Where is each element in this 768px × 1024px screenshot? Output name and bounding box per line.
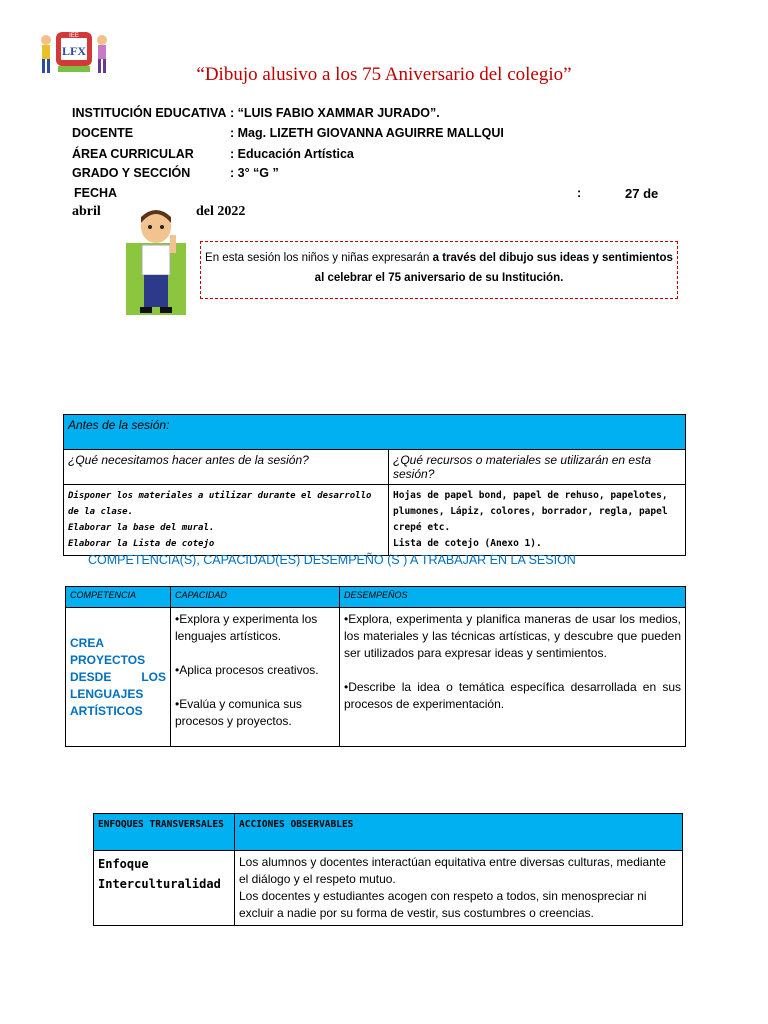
docente-value: : Mag. LIZETH GIOVANNA AGUIRRE MALLQUI [230,126,504,140]
session-note [200,241,678,299]
competencias-heading: COMPETENCIA(S), CAPACIDAD(ES) DESEMPEÑO (S ) A TRABAJAR EN LA SESION [88,553,576,567]
antes-a1-line3: Elaborar la Lista de cotejo [68,539,215,549]
antes-a2-line1: Hojas de papel bond, papel de rehuso, papelotes, plumones, Lápiz, colores, borrador, regla, papel crepé etc. [393,490,668,533]
institucion-label: INSTITUCIÓN EDUCATIVA [72,106,227,120]
fecha-year: del 2022 [196,204,246,219]
antes-a2 [389,485,686,556]
enfoque-name: Enfoque Interculturalidad [94,851,235,926]
grado-value: : 3° “G ” [230,166,279,180]
note-emphasis: a través del dibujo sus ideas y sentimientos al celebrar el 75 aniversario de su Institución. [314,252,673,284]
comp-header-desempenos: DESEMPEÑOS [340,587,686,608]
docente-label: DOCENTE [72,126,134,140]
area-label: ÁREA CURRICULAR [72,147,194,161]
logo-letters: LFX [62,44,86,58]
area-value: : Educación Artística [230,147,354,161]
antes-a1-line2: Elaborar la base del mural. [68,523,215,533]
accion-1: Los alumnos y docentes interactúan equitativa entre diversas culturas, mediante el diálogo y el respeto mutuo. [239,855,666,886]
antes-q2: ¿Qué recursos o materiales se utilizarán en esta sesión? [389,450,686,485]
capacidad-3: •Evalúa y comunica sus procesos y proyectos. [175,697,302,728]
antes-a1 [64,485,389,556]
grado-label: GRADO Y SECCIÓN [72,166,191,180]
fecha-day: 27 de [625,186,659,201]
institucion-value: : “LUIS FABIO XAMMAR JURADO”. [230,106,440,120]
antes-a2-line2: Lista de cotejo (Anexo 1). [393,538,542,549]
comp-header-capacidad: CAPACIDAD [171,587,340,608]
info-grado [72,166,279,180]
desempeno-2: •Describe la idea o temática específica desarrollada en sus procesos de experimentación. [344,680,681,711]
acciones-header: ACCIONES OBSERVABLES [235,814,683,851]
info-docente [72,126,504,140]
info-institucion [72,106,440,120]
capacidad-2: •Aplica procesos creativos. [175,663,319,677]
antes-a1-line1: Disponer los materiales a utilizar durante el desarrollo de la clase. [68,491,372,517]
page-title: “Dibujo alusivo a los 75 Aniversario del colegio” [196,64,572,85]
boy-illustration [126,205,188,317]
accion-2: Los docentes y estudiantes acogen con respeto a todos, sin menospreciar ni excluir a nadie por su forma de vestir, sus costumbres o creencias. [239,889,647,920]
fecha-label: FECHA [74,186,118,200]
fecha-colon: : [577,186,582,200]
logo-badge: IEE [69,33,79,39]
enfoques-header: ENFOQUES TRANSVERSALES [94,814,235,851]
antes-q1: ¿Qué necesitamos hacer antes de la sesión? [64,450,389,485]
note-intro: En esta sesión los niños y niñas expresarán [205,252,433,264]
competencia-text: CREA PROYECTOS DESDE LOS LENGUAJES ARTÍSTICOS [70,635,166,718]
comp-header-competencia: COMPETENCIA [66,587,171,608]
info-area [72,147,354,161]
enfoques-table [93,813,683,926]
competencias-table [65,586,686,747]
fecha-month: abril [72,204,101,219]
capacidad-1: •Explora y experimenta los lenguajes artísticos. [175,612,318,643]
antes-table [63,414,686,556]
desempeno-1: •Explora, experimenta y planifica maneras de usar los medios, los materiales y las técnicas artísticas, y descubre que pueden ser utilizados para expresar ideas y sentimientos. [344,612,681,660]
antes-header: Antes de la sesión: [64,415,686,450]
